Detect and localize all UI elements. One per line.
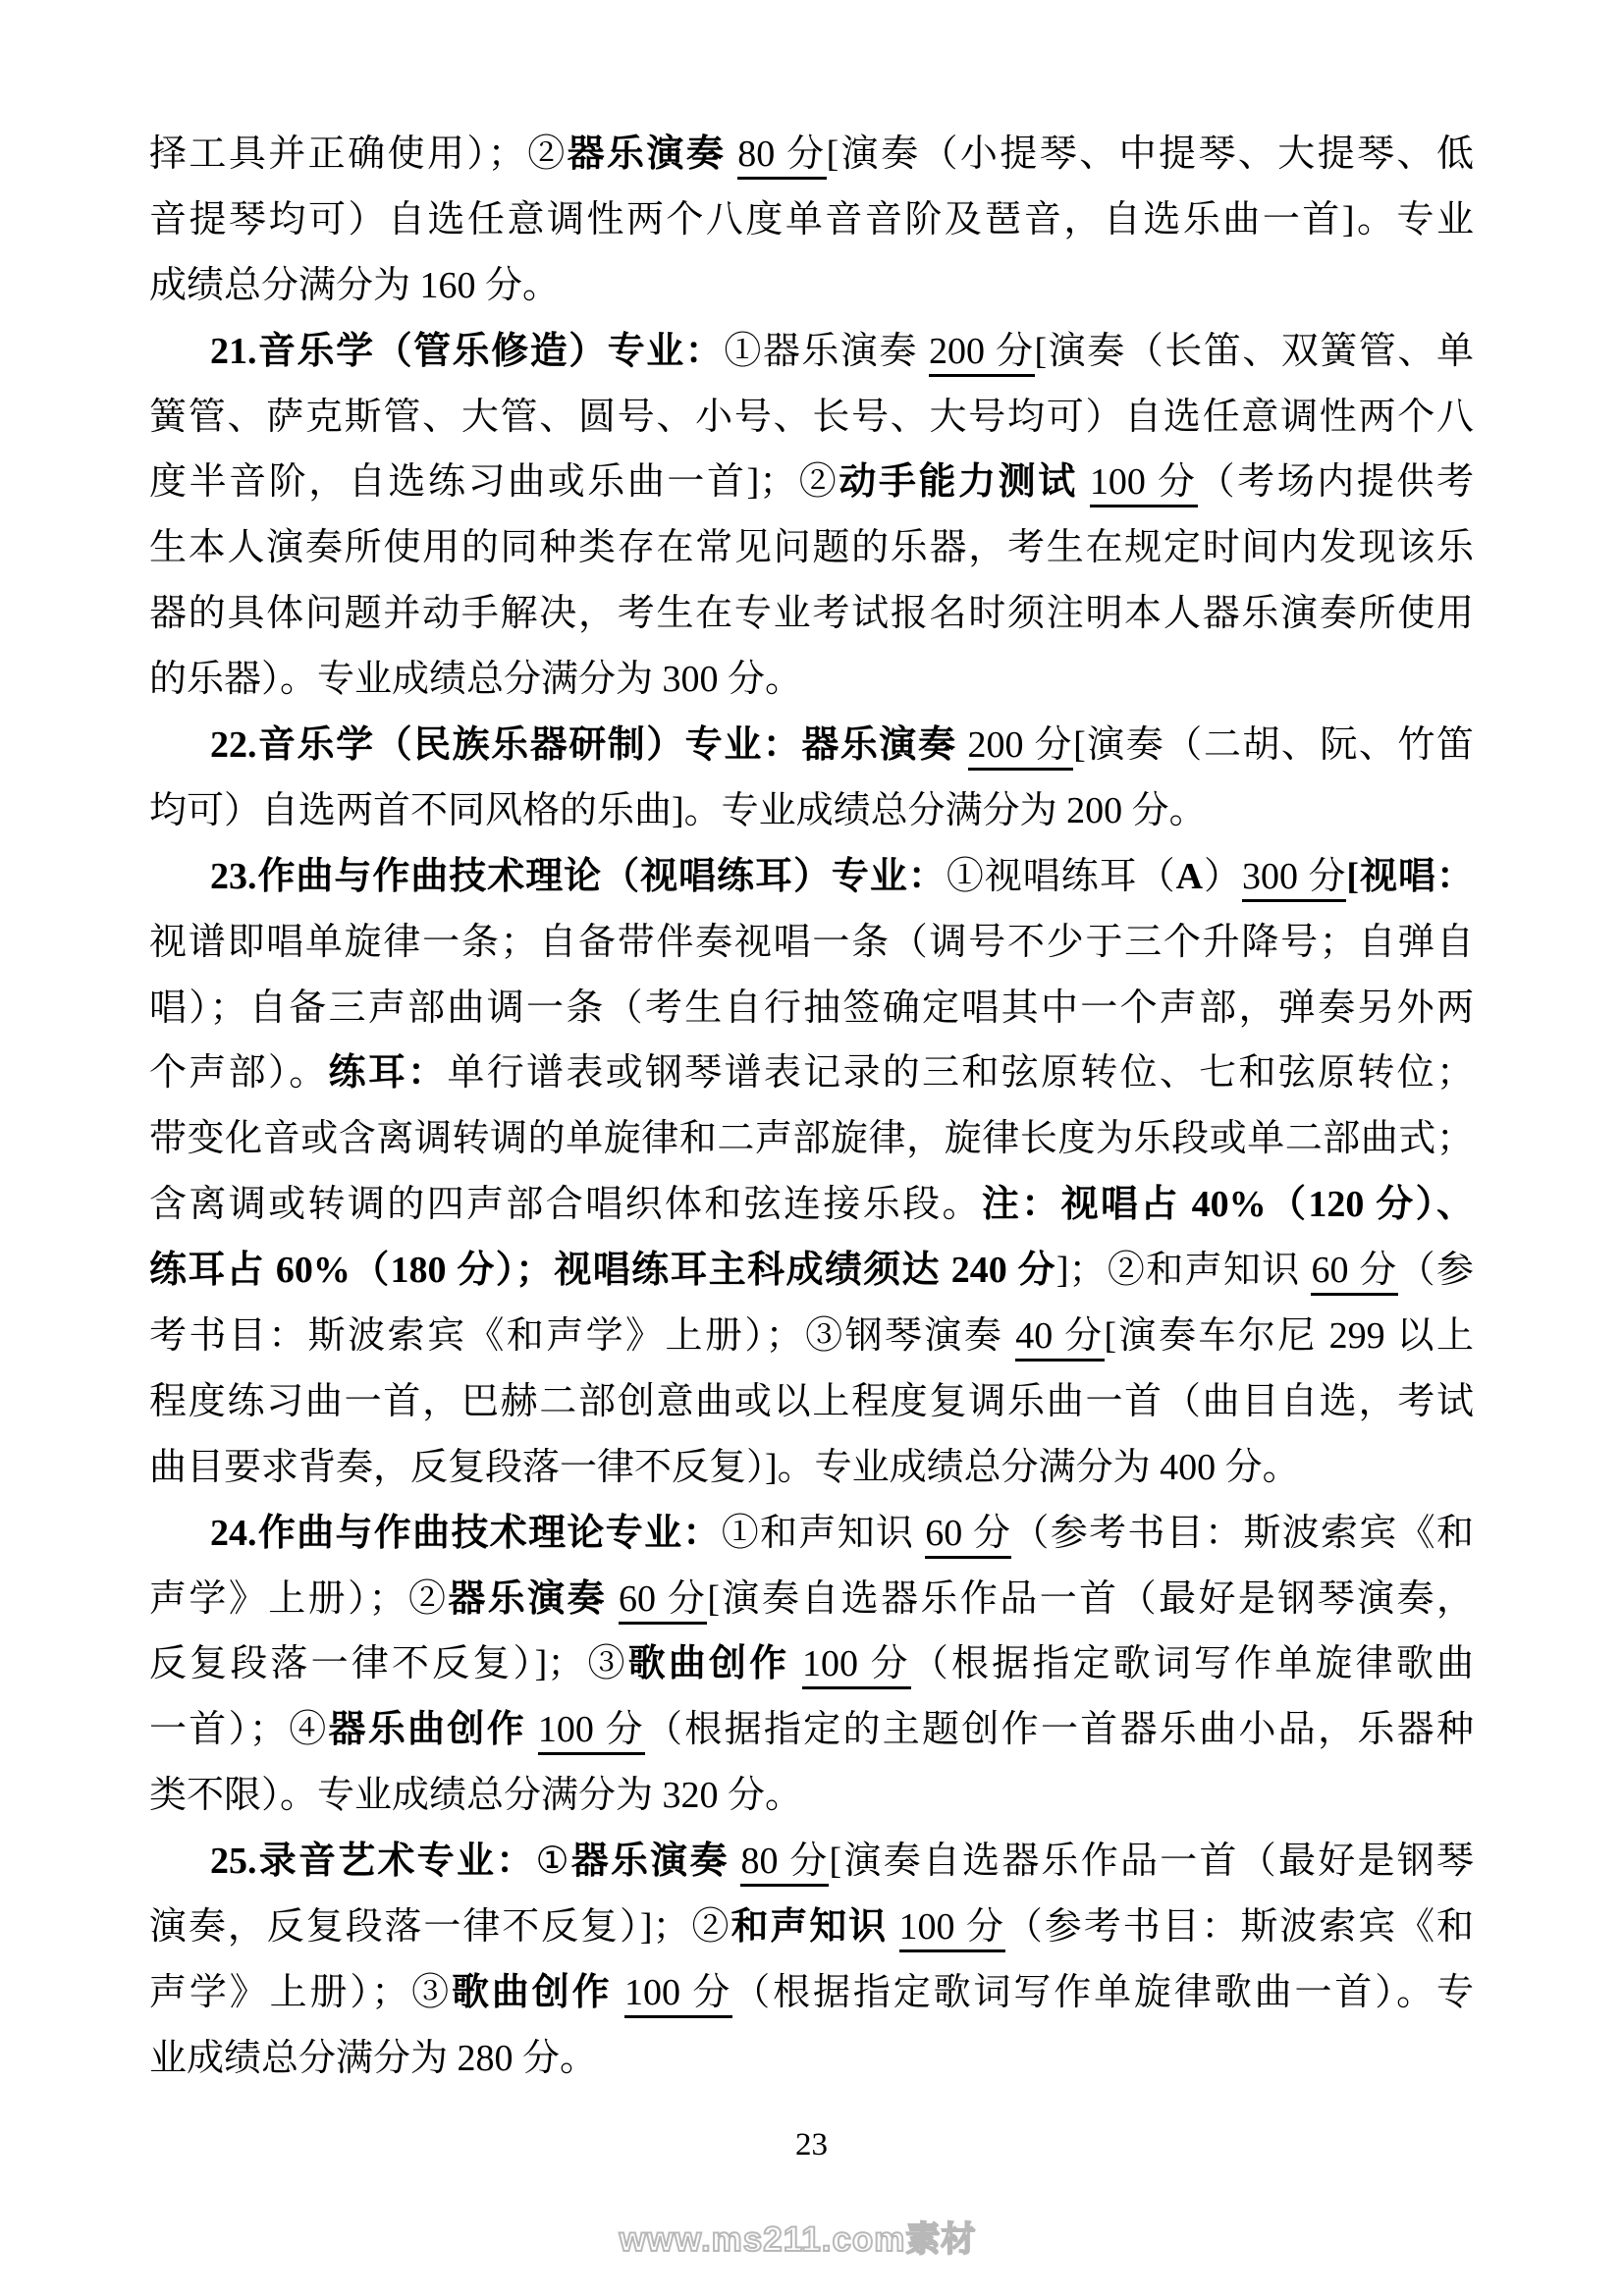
text-line [149,1172,1474,1238]
text-line [149,319,1474,385]
text-segment: ） [1203,855,1242,897]
text-segment: ①器乐演奏 [724,330,929,372]
content-area [149,122,1474,2092]
text-segment: [演奏车尔尼 299 以上 [1104,1315,1474,1358]
text-segment: 演奏，反复段落一律不反复）]；② [149,1906,731,1949]
text-segment: 一首）；④ [149,1709,329,1751]
text-line [149,1041,1474,1106]
score-value-underlined: 40 分 [1015,1315,1104,1362]
text-segment: 考书目：斯波索宾《和声学》上册）；③钢琴演奏 [149,1315,1016,1358]
text-line [149,1960,1474,2026]
text-segment: ]；②和声知识 [1055,1250,1312,1292]
text-segment: 单行谱表或钢琴谱表记录的三和弦原转位、七和弦原转位； [447,1052,1474,1095]
text-line [149,713,1474,778]
text-line [149,253,1474,319]
text-line [149,647,1474,713]
text-line [149,1895,1474,1960]
bold-text-segment: 25.录音艺术专业： [210,1841,536,1883]
text-line [149,1567,1474,1632]
text-segment: 视谱即唱单旋律一条；自备带伴奏视唱一条（调号不少于三个升降号；自弹自 [149,921,1474,963]
text-segment: 曲目要求背奏，反复段落一律不反复）]。专业成绩总分满分为 400 分。 [149,1446,1300,1488]
text-segment [726,133,737,175]
text-segment: （参考书目：斯波索宾《和 [1011,1512,1474,1554]
bold-text-segment: 歌曲创作 [627,1643,790,1685]
score-value-underlined: 60 分 [925,1513,1011,1559]
text-segment [1078,461,1090,503]
text-line [149,2026,1474,2092]
text-line [149,1304,1474,1369]
bold-text-segment: 22.音乐学（民族乐器研制）专业：器乐演奏 [210,724,957,767]
text-segment: [演奏自选器乐作品一首（最好是钢琴演奏， [707,1577,1474,1620]
score-value-underlined: 60 分 [1311,1250,1397,1296]
watermark: www.ms211.com素材 [619,2220,977,2259]
text-line [149,844,1474,910]
text-line [149,1829,1474,1895]
text-segment: （根据指定的主题创作一首器乐曲小品，乐器种 [644,1709,1474,1751]
bold-text-segment: 器乐曲创作 [328,1709,527,1751]
bold-text-segment: 练耳占 60%（180 分）；视唱练耳主科成绩须达 240 分 [149,1250,1056,1292]
bold-text-segment: 24.作曲与作曲技术理论专业： [210,1512,722,1554]
text-segment: 声学》上册）；② [149,1577,449,1620]
text-segment: 业成绩总分满分为 280 分。 [149,2037,598,2079]
text-segment: （参考书目：斯波索宾《和 [1004,1906,1474,1949]
text-line [149,1238,1474,1304]
text-line [149,122,1474,187]
score-value-underlined: 200 分 [968,724,1074,771]
text-line [149,385,1474,451]
text-line [149,1763,1474,1829]
score-value-underlined: 100 分 [899,1906,1005,1952]
text-line [149,1106,1474,1172]
text-segment: ①和声知识 [721,1512,926,1554]
bold-text-segment: 器乐演奏 [448,1577,608,1620]
text-segment: 的乐器）。专业成绩总分满分为 300 分。 [149,659,803,701]
text-segment [888,1906,898,1948]
text-segment: 带变化音或含离调转调的单旋律和二声部旋律，旋律长度为乐段或单二部曲式； [149,1118,1474,1160]
score-value-underlined: 200 分 [929,331,1035,377]
text-segment: [演奏自选器乐作品一首（最好是钢琴 [829,1841,1474,1883]
score-value-underlined: 100 分 [624,1972,732,2018]
text-line [149,581,1474,647]
text-line [149,1435,1474,1501]
score-value-underlined: 100 分 [802,1643,911,1689]
text-segment [789,1643,802,1684]
text-segment: 唱）；自备三声部曲调一条（考生自行抽签确定唱其中一个声部，弹奏另外两 [149,987,1474,1029]
text-segment [607,1578,619,1620]
bold-text-segment: A [1175,855,1204,897]
text-segment: （参 [1397,1250,1474,1292]
text-line [149,1501,1474,1567]
text-segment: 择工具并正确使用）；② [149,133,568,175]
text-segment: 器的具体问题并动手解决，考生在专业考试报名时须注明本人器乐演奏所使用 [149,593,1474,635]
text-line [149,187,1474,253]
text-segment: [演奏（二胡、阮、竹笛 [1073,724,1474,767]
text-segment: 度半音阶，自选练习曲或乐曲一首]；② [149,461,839,504]
text-segment: （考场内提供考 [1197,461,1474,504]
text-line [149,450,1474,515]
text-segment: 个声部）。 [149,1052,329,1095]
text-segment [526,1709,538,1750]
score-value-underlined: 100 分 [1090,461,1198,507]
score-value-underlined: 80 分 [737,133,826,180]
text-segment [730,1841,741,1882]
text-segment: 簧管、萨克斯管、大管、圆号、小号、长号、大号均可）自选任意调性两个八 [149,396,1474,438]
score-value-underlined: 80 分 [740,1841,829,1887]
text-segment: 类不限）。专业成绩总分满分为 320 分。 [149,1775,803,1817]
text-line [149,1369,1474,1435]
score-value-underlined: 100 分 [538,1709,645,1755]
bold-text-segment: 歌曲创作 [452,1971,613,2013]
text-line [149,1697,1474,1763]
text-segment: [演奏（小提琴、中提琴、大提琴、低 [826,133,1474,175]
bold-text-segment: 练耳： [328,1052,448,1095]
bold-text-segment: 动手能力测试 [839,461,1078,504]
score-value-underlined: 60 分 [619,1578,707,1625]
text-segment: [演奏（长笛、双簧管、单 [1034,330,1474,372]
text-segment [956,724,967,766]
text-line [149,910,1474,976]
text-line [149,1631,1474,1697]
bold-text-segment: 注：视唱占 40%（120 分）、 [981,1184,1474,1226]
text-segment: 均可）自选两首不同风格的乐曲]。专业成绩总分满分为 200 分。 [149,789,1207,831]
text-line [149,976,1474,1041]
text-segment: ①视唱练耳（ [946,855,1176,897]
text-segment: ① [535,1841,571,1883]
bold-text-segment: [视唱： [1346,855,1474,897]
text-segment: 生本人演奏所使用的同种类存在常见问题的乐器，考生在规定时间内发现该乐 [149,527,1474,569]
text-segment [613,1972,624,2013]
text-segment: 程度练习曲一首，巴赫二部创意曲或以上程度复调乐曲一首（曲目自选，考试 [149,1380,1474,1422]
text-segment: （根据指定歌词写作单旋律歌曲一首）。专 [732,1971,1474,2013]
score-value-underlined: 300 分 [1242,856,1346,902]
bold-text-segment: 和声知识 [730,1906,889,1949]
bold-text-segment: 23.作曲与作曲技术理论（视唱练耳）专业： [210,855,947,897]
text-segment: 成绩总分满分为 160 分。 [149,264,561,306]
text-segment: 声学》上册）；③ [149,1971,453,2013]
page-number: 23 [795,2127,828,2163]
text-segment: （根据指定歌词写作单旋律歌曲 [910,1643,1474,1685]
bold-text-segment: 器乐演奏 [570,1841,730,1883]
text-segment: 音提琴均可）自选任意调性两个八度单音音阶及琶音，自选乐曲一首]。专业 [149,198,1474,240]
bold-text-segment: 21.音乐学（管乐修造）专业： [210,330,725,372]
text-segment: 反复段落一律不反复）]；③ [149,1643,628,1685]
text-line [149,515,1474,581]
text-segment: 含离调或转调的四声部合唱织体和弦连接乐段。 [149,1184,982,1226]
bold-text-segment: 器乐演奏 [567,133,727,175]
text-line [149,778,1474,844]
